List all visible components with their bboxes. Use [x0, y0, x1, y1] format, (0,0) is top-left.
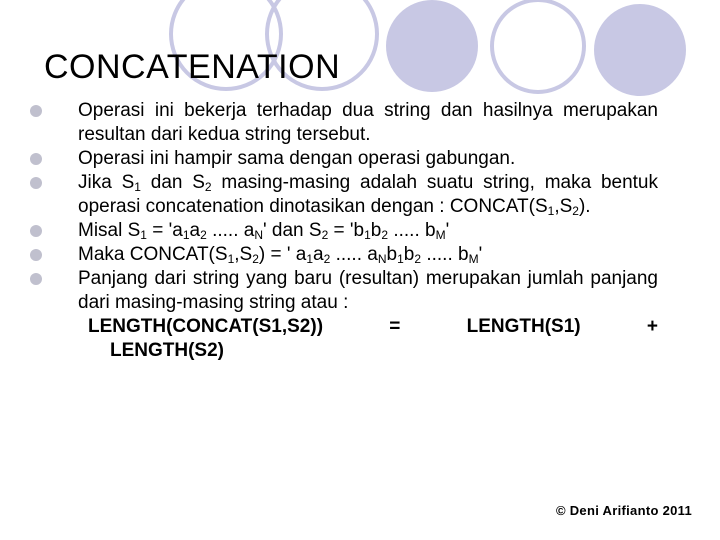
- slide-content: [30, 99, 658, 363]
- bullet-icon: [30, 105, 42, 117]
- copyright-text: © Deni Arifianto 2011: [555, 503, 692, 518]
- bullet-item: [30, 243, 658, 267]
- bullet-icon: [30, 273, 42, 285]
- bullet-icon: [30, 249, 42, 261]
- formula-plus: +: [646, 316, 658, 337]
- slide-title: CONCATENATION: [44, 48, 341, 86]
- bullet-list: [30, 99, 658, 315]
- bullet-text: Maka $CONCAT(S_1,S_2)$ = ' $a_1a_2$ ..... $a_Nb_1b_2$ ..... $b_M'$: [78, 244, 483, 266]
- bullet-text: Jika $S_1$ dan $S_2$ masing-masing adalah suatu string, maka bentuk operasi concatenation dinotasikan dengan : $CONCAT(S_1,S_2)$.: [78, 172, 658, 218]
- bullet-item: [30, 267, 658, 315]
- formula-continuation: LENGTH(S2): [110, 340, 224, 361]
- bullet-text: Operasi ini bekerja terhadap dua string dan hasilnya merupakan resultan dari kedua string tersebut.: [78, 100, 658, 145]
- decorative-circle: [386, 0, 478, 92]
- bullet-text: Operasi ini hampir sama dengan operasi gabungan.: [78, 148, 516, 169]
- bullet-text: Misal $S_1$ = '$a_1a_2$ ..... $a_N'$ dan $S_2$ = '$b_1b_2$ ..... $b_M'$: [78, 220, 450, 242]
- decorative-circle: [594, 4, 686, 96]
- bullet-text: Panjang dari string yang baru (resultan) merupakan jumlah panjang dari masing-masing string atau :: [78, 268, 658, 313]
- decorative-circle: [492, 0, 584, 92]
- bullet-item: [30, 171, 658, 219]
- formula-left: LENGTH(CONCAT(S1,S2)): [88, 316, 324, 337]
- formula-equals: =: [389, 316, 401, 337]
- bullet-item: [30, 147, 658, 171]
- formula-line: [88, 315, 658, 339]
- bullet-icon: [30, 153, 42, 165]
- formula-right: LENGTH(S1): [466, 316, 581, 337]
- bullet-item: [30, 99, 658, 147]
- length-formula: [30, 315, 658, 363]
- bullet-icon: [30, 225, 42, 237]
- bullet-icon: [30, 177, 42, 189]
- bullet-item: [30, 219, 658, 243]
